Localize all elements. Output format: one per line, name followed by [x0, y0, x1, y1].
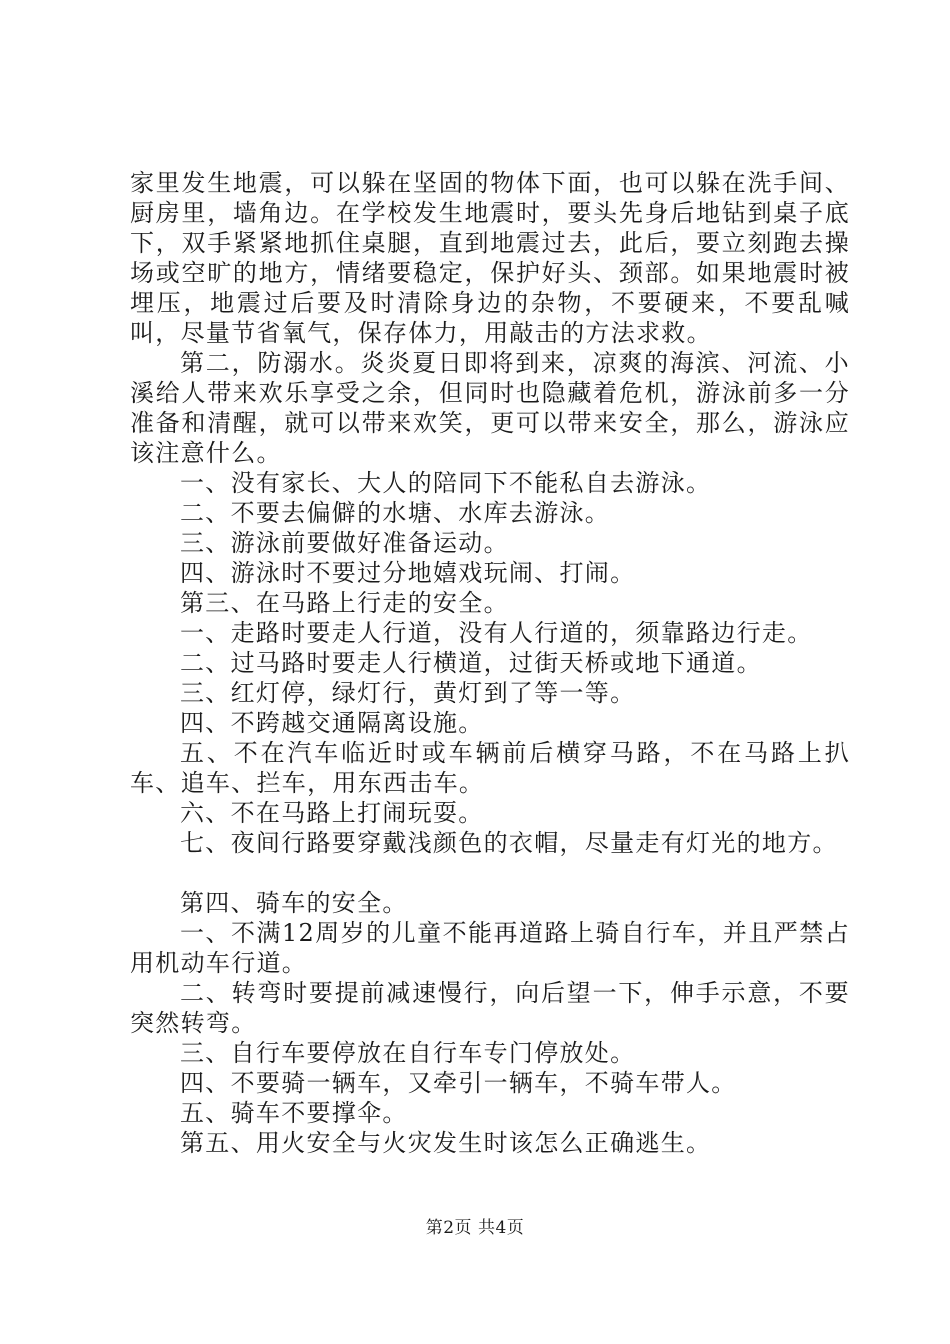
paragraph-earthquake: 家里发生地震，可以躲在坚固的物体下面，也可以躲在洗手间、厨房里，墙角边。在学校发生地震时，要头先身后地钻到桌子底下，双手紧紧地抓住桌腿，直到地震过去，此后，要立刻跑去操场或空旷的地方，情绪要稳定，保护好头、颈部。如果地震时被埋压，地震过后要及时清除身边的杂物，不要硬来，不要乱喊叫，尽量节省氧气，保存体力，用敲击的方法求救。 — [130, 169, 850, 347]
list-item: 二、过马路时要走人行横道，过街天桥或地下通道。 — [180, 649, 762, 677]
list-item: 五、骑车不要撑伞。 — [180, 1099, 408, 1127]
list-item: 一、没有家长、大人的陪同下不能私自去游泳。 — [180, 469, 712, 497]
list-item: 一、走路时要走人行道，没有人行道的，须靠路边行走。 — [180, 619, 813, 647]
list-item: 四、游泳时不要过分地嬉戏玩闹、打闹。 — [180, 559, 636, 587]
page-footer: 第2页 共4页 — [425, 1218, 525, 1238]
list-item: 五、不在汽车临近时或车辆前后横穿马路，不在马路上扒车、追车、拦车，用东西击车。 — [130, 739, 850, 797]
list-item: 三、游泳前要做好准备运动。 — [180, 529, 509, 557]
list-item: 三、自行车要停放在自行车专门停放处。 — [180, 1039, 636, 1067]
blank-line — [130, 858, 850, 888]
list-item: 七、夜间行路要穿戴浅颜色的衣帽，尽量走有灯光的地方。 — [180, 829, 838, 857]
document-body — [130, 168, 850, 1158]
section-heading-cycling-safety: 第四、骑车的安全。 — [180, 889, 408, 917]
list-item: 四、不要骑一辆车，又牵引一辆车，不骑车带人。 — [180, 1069, 737, 1097]
list-item: 四、不跨越交通隔离设施。 — [180, 709, 484, 737]
list-item: 三、红灯停，绿灯行，黄灯到了等一等。 — [180, 679, 636, 707]
section-heading-road-safety: 第三、在马路上行走的安全。 — [180, 589, 509, 617]
section-heading-fire-safety: 第五、用火安全与火灾发生时该怎么正确逃生。 — [180, 1129, 712, 1157]
list-item: 一、不满12周岁的儿童不能再道路上骑自行车，并且严禁占用机动车行道。 — [130, 919, 850, 977]
paragraph-drowning-intro: 第二，防溺水。炎炎夏日即将到来，凉爽的海滨、河流、小溪给人带来欢乐享受之余，但同时也隐藏着危机，游泳前多一分准备和清醒，就可以带来欢笑，更可以带来安全，那么，游泳应该注意什么。 — [130, 349, 850, 467]
list-item: 二、转弯时要提前减速慢行，向后望一下，伸手示意，不要突然转弯。 — [130, 979, 850, 1037]
list-item: 六、不在马路上打闹玩耍。 — [180, 799, 484, 827]
list-item: 二、不要去偏僻的水塘、水库去游泳。 — [180, 499, 611, 527]
